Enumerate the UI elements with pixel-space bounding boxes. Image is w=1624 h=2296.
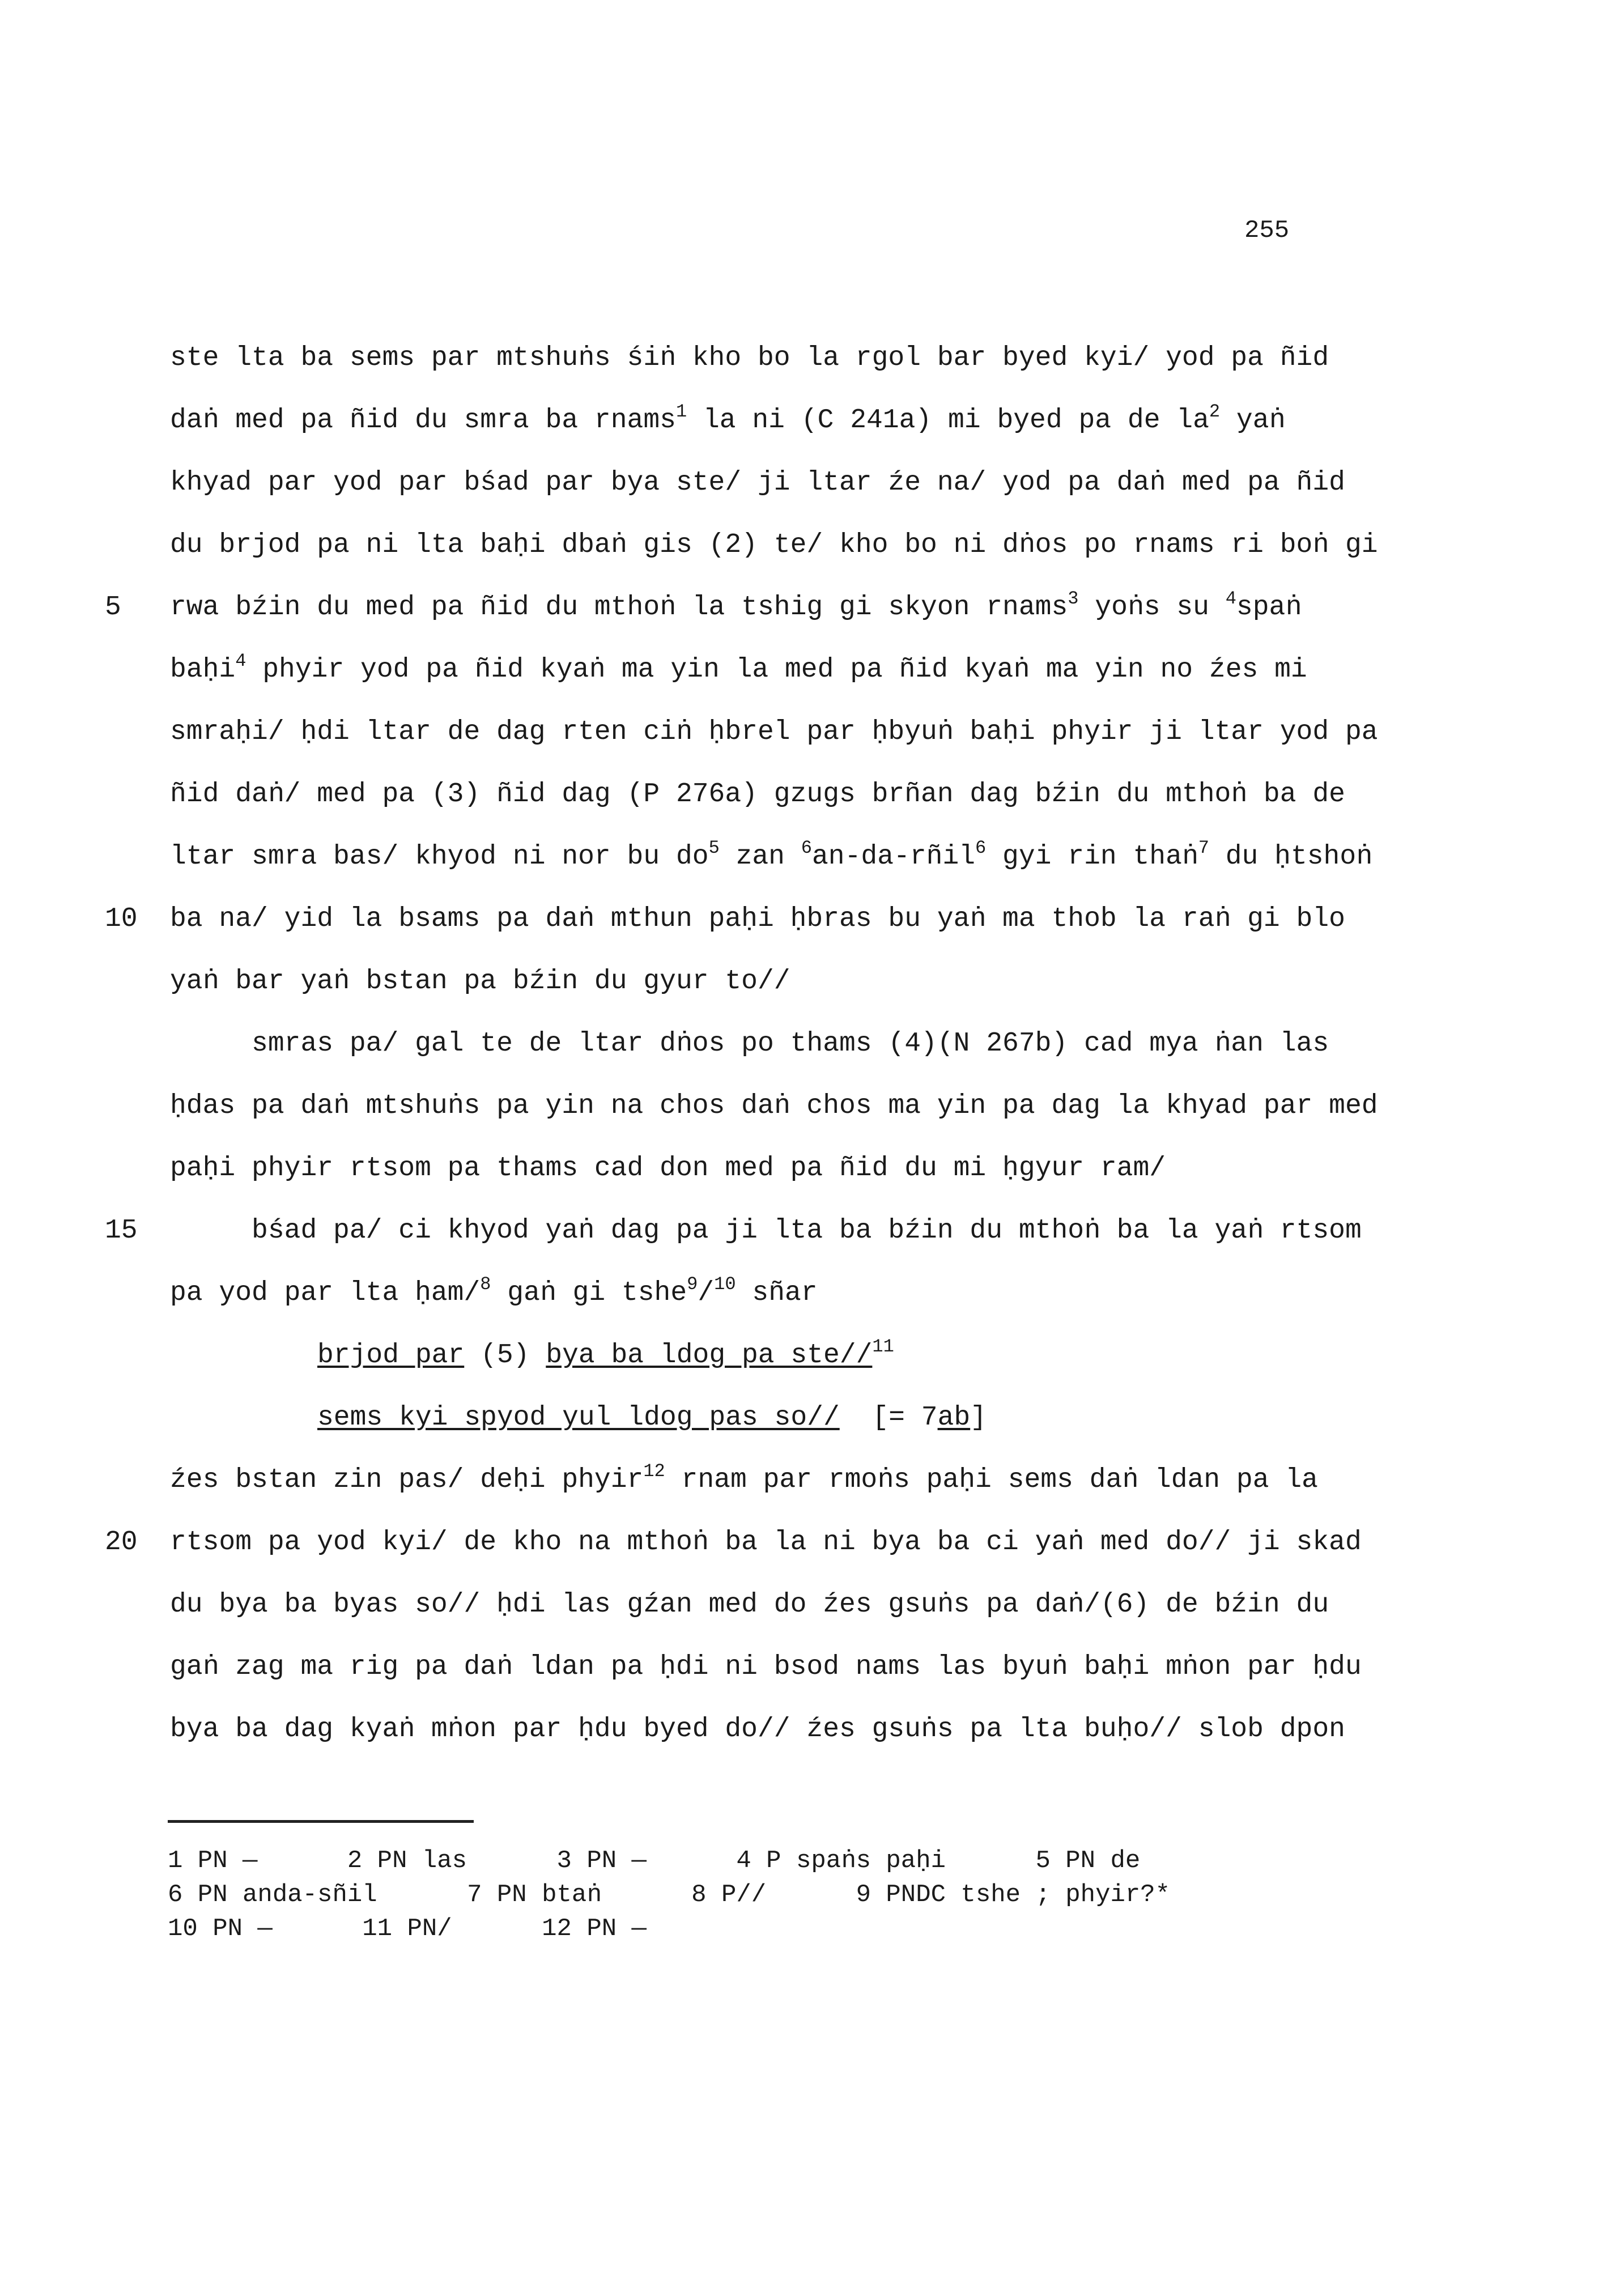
text-segment: spaṅ	[1236, 592, 1302, 623]
text-line	[317, 1336, 894, 1371]
text-segment: /	[698, 1278, 715, 1308]
line-number: 10	[105, 904, 138, 934]
footnote-line: 1 PN — 2 PN las 3 PN — 4 P spaṅs paḥi 5 PN de	[168, 1847, 1141, 1875]
text-segment: rtsom pa yod kyi/ de kho na mthoṅ ba la ni bya ba ci yaṅ med do// ji skad	[170, 1527, 1362, 1558]
text-line	[170, 718, 1378, 746]
footnote-line: 6 PN anda-sñil 7 PN btaṅ 8 P// 9 PNDC tshe ; phyir?*	[168, 1881, 1171, 1909]
footnote-ref: 11	[872, 1336, 894, 1357]
text-line	[170, 469, 1345, 496]
footnote-ref: 5	[708, 837, 720, 858]
text-line	[170, 1653, 1362, 1681]
text-segment: du brjod pa ni lta baḥi dbaṅ gis (2) te/ kho bo ni dṅos po rnams ri boṅ gi	[170, 530, 1378, 560]
text-line	[170, 1716, 1345, 1743]
text-segment: gyi rin thaṅ	[986, 841, 1198, 872]
footnote-ref: 1	[675, 401, 687, 422]
text-line	[170, 1529, 1362, 1556]
text-segment: ltar smra bas/ khyod ni nor bu do	[170, 841, 709, 872]
text-segment: phyir yod pa ñid kyaṅ ma yin la med pa ñid kyaṅ ma yin no źes mi	[246, 654, 1307, 685]
text-segment: źes bstan zin pas/ deḥi phyir	[170, 1465, 644, 1495]
text-line	[317, 1404, 987, 1431]
text-segment: ñid daṅ/ med pa (3) ñid dag (P 276a) gzugs brñan dag bźin du mthoṅ ba de	[170, 779, 1345, 810]
text-segment: gaṅ gi tshe	[491, 1278, 687, 1308]
text-segment: gaṅ zag ma rig pa daṅ ldan pa ḥdi ni bsod nams las byuṅ baḥi mṅon par ḥdu	[170, 1652, 1362, 1682]
footnote-ref: 8	[480, 1273, 491, 1295]
text-segment: pa yod par lta ḥam/	[170, 1278, 481, 1308]
text-segment: brjod par (5) bya ba ldog pa ste//	[317, 1340, 873, 1371]
text-line	[170, 1155, 1166, 1182]
text-segment: du bya ba byas so// ḥdi las gźan med do źes gsuṅs pa daṅ/(6) de bźin du	[170, 1589, 1329, 1620]
text-line	[170, 650, 1307, 685]
footnote-ref: 4	[235, 650, 246, 671]
footnote-divider	[168, 1820, 474, 1823]
text-segment: zan	[719, 841, 801, 872]
text-segment: yaṅ	[1220, 405, 1286, 436]
text-segment: la ni (C 241a) mi byed pa de la	[687, 405, 1209, 436]
text-line	[170, 1030, 1329, 1057]
text-segment: ba na/ yid la bsams pa daṅ mthun paḥi ḥbras bu yaṅ ma thob la raṅ gi blo	[170, 904, 1345, 934]
text-line	[170, 1217, 1362, 1244]
line-number: 5	[105, 592, 121, 623]
text-segment: paḥi phyir rtsom pa thams cad don med pa ñid du mi ḥgyur ram/	[170, 1153, 1166, 1184]
text-line	[170, 345, 1329, 372]
footnote-ref: 12	[643, 1460, 665, 1482]
text-segment: khyad par yod par bśad par bya ste/ ji ltar źe na/ yod pa daṅ med pa ñid	[170, 467, 1345, 498]
text-segment: bya ba dag kyaṅ mṅon par ḥdu byed do// źes gsuṅs pa lta buḥo// slob dpon	[170, 1714, 1345, 1745]
text-line	[170, 968, 790, 995]
text-segment: bśad pa/ ci khyod yaṅ dag pa ji lta ba bźin du mthoṅ ba la yaṅ rtsom	[170, 1215, 1362, 1246]
text-segment: sems kyi spyod yul ldog pas so// [= 7ab]	[317, 1402, 987, 1433]
text-segment: ste lta ba sems par mtshuṅs śiṅ kho bo la rgol bar byed kyi/ yod pa ñid	[170, 343, 1329, 373]
footnote-ref: 9	[687, 1273, 698, 1295]
footnote-ref: 6	[975, 837, 987, 858]
footnote-line: 10 PN — 11 PN/ 12 PN —	[168, 1915, 647, 1943]
text-line	[170, 1460, 1318, 1495]
text-segment: rnam par rmoṅs paḥi sems daṅ ldan pa la	[665, 1465, 1318, 1495]
text-line	[170, 401, 1286, 436]
text-segment: smraḥi/ ḥdi ltar de dag rten ciṅ ḥbrel par ḥbyuṅ baḥi phyir ji ltar yod pa	[170, 717, 1378, 747]
footnote-ref: 7	[1198, 837, 1209, 858]
footnote-ref: 2	[1209, 401, 1221, 422]
text-segment: sñar	[736, 1278, 818, 1308]
line-number: 15	[105, 1215, 138, 1246]
footnote-ref: 4	[1225, 588, 1236, 609]
text-line	[170, 781, 1345, 808]
text-segment: smras pa/ gal te de ltar dṅos po thams (4)(N 267b) cad mya ṅan las	[170, 1028, 1329, 1059]
line-number: 20	[105, 1527, 138, 1558]
text-line	[170, 1273, 818, 1308]
footnote-ref: 3	[1068, 588, 1079, 609]
text-segment: yoṅs su	[1078, 592, 1226, 623]
text-line	[170, 1591, 1329, 1618]
text-line	[170, 905, 1345, 933]
text-segment: daṅ med pa ñid du smra ba rnams	[170, 405, 676, 436]
text-segment: an-da-rñil	[812, 841, 976, 872]
text-segment: rwa bźin du med pa ñid du mthoṅ la tshig gi skyon rnams	[170, 592, 1068, 623]
text-segment: yaṅ bar yaṅ bstan pa bźin du gyur to//	[170, 966, 790, 997]
text-line	[170, 588, 1302, 623]
text-line	[170, 1092, 1378, 1120]
text-segment: ḥdas pa daṅ mtshuṅs pa yin na chos daṅ chos ma yin pa dag la khyad par med	[170, 1091, 1378, 1121]
text-segment: du ḥtshoṅ	[1209, 841, 1372, 872]
text-segment: baḥi	[170, 654, 236, 685]
text-line	[170, 837, 1372, 872]
footnote-ref: 6	[801, 837, 812, 858]
page-number: 255	[1244, 216, 1290, 245]
text-line	[170, 532, 1378, 559]
footnote-ref: 10	[714, 1273, 736, 1295]
